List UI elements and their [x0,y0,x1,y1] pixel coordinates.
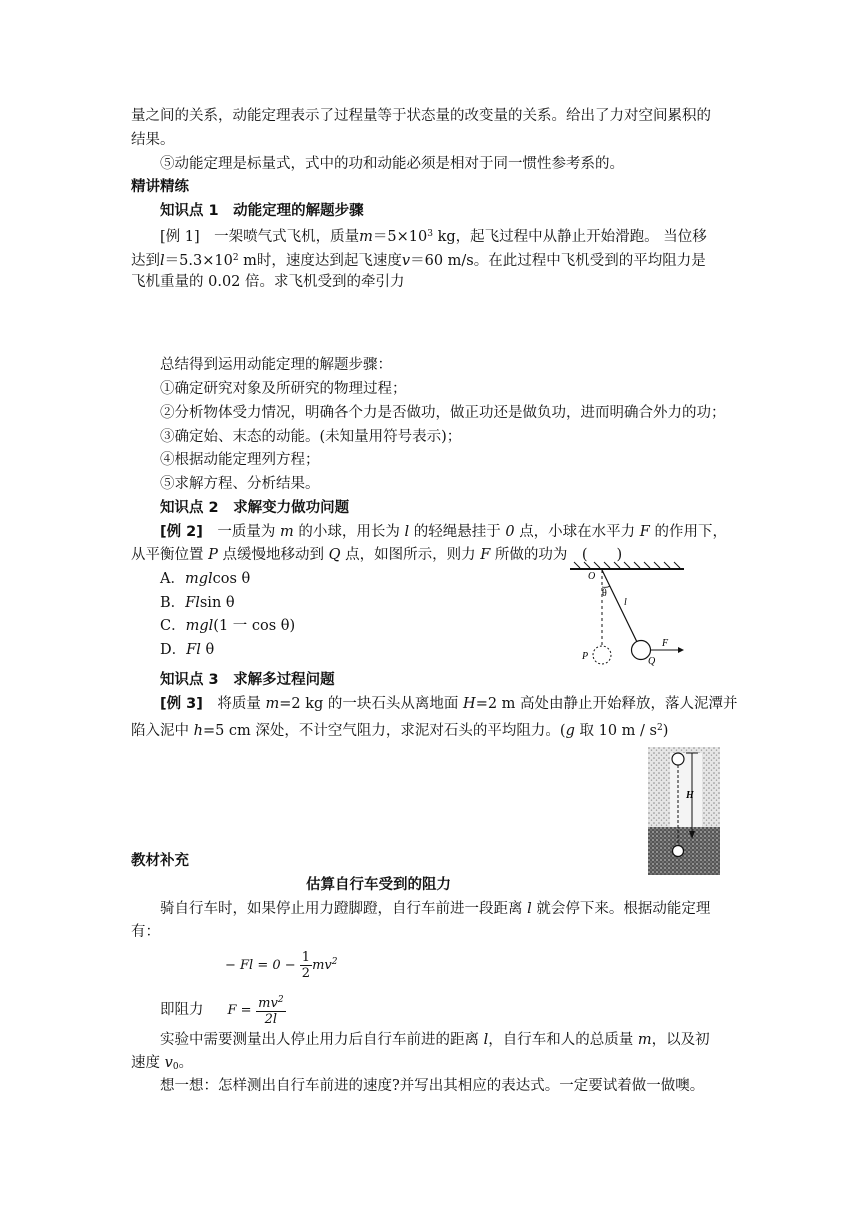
kp2-title: 知识点 2 求解变力做功问题 [160,500,350,516]
label-P: P [582,651,589,662]
supplement-section-title: 教材补充 [131,853,189,869]
intro-line-1: 量之间的关系，动能定理表示了过程量等于状态量的改变量的关系。给出了力对空间累积的 [131,108,711,124]
kp2-option-d: D．Fl θ [160,642,215,658]
kp2-option-a: A．mglcos θ [160,571,251,587]
kp1-title: 知识点 1 动能定理的解题步骤 [160,203,364,219]
summary-step-3: ③确定始、末态的动能。(未知量用符号表示)； [160,429,462,445]
stone-mud-figure [648,747,720,875]
intro-line-3: ⑤动能定理是标量式，式中的功和动能必须是相对于同一惯性参考系的。 [160,156,624,172]
label-theta: θ [602,588,607,599]
label-H: H [686,790,694,801]
kp2-option-b: B．Flsin θ [160,595,235,611]
kp2-example-line-2: 从平衡位置 P 点缓慢地移动到 Q 点，如图所示，则力 F 所做的功为 ( ) [131,547,623,563]
section-title: 精讲精练 [131,179,189,195]
summary-step-4: ④根据动能定理列方程； [160,452,320,468]
supplement-para-1-cont: 有： [131,924,160,940]
summary-step-5: ⑤求解方程、分析结果。 [160,476,320,492]
label-l: l [624,597,627,608]
equation-resistance: 即阻力 F = $\frac{mv^2}{2l}$ [160,995,284,1027]
kp1-example-line-1: [例 1] 一架喷气式飞机，质量$m=5\times 10^3$ kg，起飞过程中从静止开始滑跑。 当位移 [160,229,707,245]
kp2-example-label: [例 2] [160,524,203,540]
supplement-para-1: 骑自行车时，如果停止用力蹬脚蹬，自行车前进一段距离 l 就会停下来。根据动能定理 [160,901,711,917]
kp1-example-line-3: 飞机重量的 0.02 倍。求飞机受到的牵引力 [131,274,405,290]
supplement-heading: 估算自行车受到的阻力 [306,877,451,893]
kp1-example-line-2: 达到$l=5.3\times 10^2$ m时，速度达到起飞速度v＝60 m/s。在此过程中飞机受到的平均阻力是 [131,253,706,269]
kp3-example-line-1: [例 3] 将质量 m=2 kg 的一块石头从离地面 H=2 m 高处由静止开始释放，落人泥潭并 [160,696,738,712]
label-F: F [662,638,669,649]
kp2-option-c: C．mgl(1 一 cos θ) [160,618,296,634]
kp3-example-line-2: 陷入泥中 h=5 cm 深处，不计空气阻力，求泥对石头的平均阻力。(g 取 10 m / $s^2$) [131,723,669,739]
label-Q: Q [648,656,656,667]
intro-line-2: 结果。 [131,132,175,148]
kp3-example-label: [例 3] [160,696,203,712]
summary-title: 总结得到运用动能定理的解题步骤： [160,357,392,373]
supplement-para-3: 想一想：怎样测出自行车前进的速度?并写出其相应的表达式。一定要试着做一做噢。 [160,1078,705,1094]
summary-step-2: ②分析物体受力情况，明确各个力是否做功，做正功还是做负功，进而明确合外力的功； [160,405,726,421]
kp3-title: 知识点 3 求解多过程问题 [160,672,335,688]
summary-step-1: ①确定研究对象及所研究的物理过程； [160,381,407,397]
pendulum-figure [566,561,716,671]
supplement-para-2: 实验中需要测量出人停止用力后自行车前进的距离 l，自行车和人的总质量 m，以及初 [160,1032,710,1048]
supplement-para-2-cont: 速度 $v_0$。 [131,1055,194,1072]
equation-work-energy: − Fl = 0 − $\frac{1}{2}$ $mv^2$ [225,950,338,981]
label-O: O [588,571,596,582]
kp1-example-label: [例 1] [160,229,200,245]
kp2-example-line-1: [例 2] 一质量为 m 的小球，用长为 l 的轻绳悬挂于 0 点，小球在水平力 F 的作用下， [160,524,727,540]
